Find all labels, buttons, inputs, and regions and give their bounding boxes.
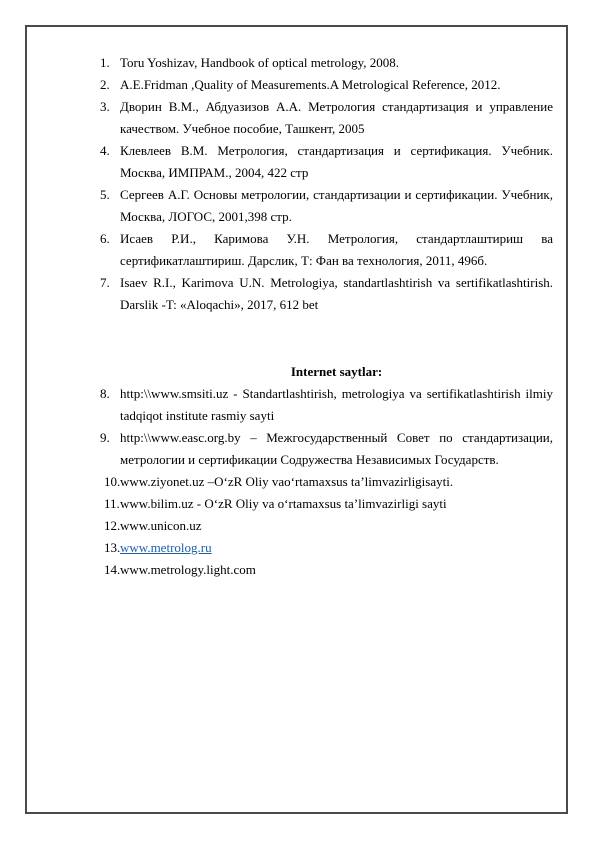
list-item bbox=[100, 184, 553, 228]
item-number: 5. bbox=[100, 187, 110, 202]
item-text: http:\\www.easc.org.by – Межгосударственный Совет по стандартизации, метрологии и сертификации Содружества Независимых Государств. bbox=[120, 430, 553, 467]
item-text: Дворин В.М., Абдуазизов А.А. Метрология стандартизация и управление качеством. Учебное пособие, Ташкент, 2005 bbox=[120, 99, 553, 136]
item-text: www.metrology.light.com bbox=[120, 562, 256, 577]
list-item bbox=[100, 96, 553, 140]
item-text: www.ziyonet.uz –O‘zR Oliy vao‘rtamaxsus ta’limvazirligisayti. bbox=[120, 474, 454, 489]
item-text: http:\\www.smsiti.uz - Standartlashtirish, metrologiya va sertifikatlashtirish ilmiy tadqiqot institute rasmiy sayti bbox=[120, 386, 553, 423]
item-number: 11. bbox=[104, 496, 120, 511]
list-item bbox=[104, 493, 553, 515]
list-item bbox=[100, 427, 553, 471]
list-item bbox=[104, 471, 553, 493]
item-text: Клевлеев В.М. Метрология, стандартизация и сертификация. Учебник. Москва, ИМПРАМ., 2004, 422 стр bbox=[120, 143, 553, 180]
item-text: Isaev R.I., Karimova U.N. Metrologiya, standartlashtirish va sertifikatlashtirish. Darslik -T: «Aloqachi», 2017, 612 bet bbox=[120, 275, 553, 312]
list-item bbox=[100, 74, 553, 96]
list-item bbox=[104, 559, 553, 581]
item-text: Toru Yoshizav, Handbook of optical metrology, 2008. bbox=[120, 55, 400, 70]
list-item bbox=[104, 537, 553, 559]
list-item bbox=[100, 140, 553, 184]
list-item bbox=[100, 272, 553, 316]
section-title: Internet saytlar: bbox=[290, 364, 383, 379]
list-item bbox=[100, 228, 553, 272]
item-text: www.unicon.uz bbox=[120, 518, 202, 533]
list-item bbox=[104, 515, 553, 537]
item-number: 4. bbox=[100, 143, 110, 158]
item-number: 2. bbox=[100, 77, 110, 92]
item-text: www.bilim.uz - O‘zR Oliy va o‘rtamaxsus ta’limvazirligi sayti bbox=[120, 496, 447, 511]
item-number: 13. bbox=[104, 540, 121, 555]
list-item bbox=[100, 52, 553, 74]
item-number: 8. bbox=[100, 386, 110, 401]
item-text: Исаев Р.И., Каримова У.Н. Метрология, стандартлаштириш ва сертификатлаштириш. Дарслик, Т: Фан ва технология, 2011, 496б. bbox=[120, 231, 553, 268]
section-gap bbox=[0, 316, 595, 361]
item-number: 6. bbox=[100, 231, 110, 246]
item-number: 14. bbox=[104, 562, 121, 577]
reference-list bbox=[0, 52, 595, 581]
item-number: 10. bbox=[104, 474, 121, 489]
item-number: 3. bbox=[100, 99, 110, 114]
metrolog-link[interactable]: www.metrolog.ru bbox=[120, 540, 212, 555]
item-number: 12. bbox=[104, 518, 121, 533]
item-text: A.E.Fridman ,Quality of Measurements.A Metrological Reference, 2012. bbox=[120, 77, 501, 92]
item-number: 7. bbox=[100, 275, 110, 290]
item-text: Сергеев А.Г. Основы метрологии, стандартизации и сертификации. Учебник, Москва, ЛОГОС, 2001,398 стр. bbox=[120, 187, 553, 224]
list-item bbox=[100, 383, 553, 427]
item-number: 9. bbox=[100, 430, 110, 445]
item-number: 1. bbox=[100, 55, 110, 70]
